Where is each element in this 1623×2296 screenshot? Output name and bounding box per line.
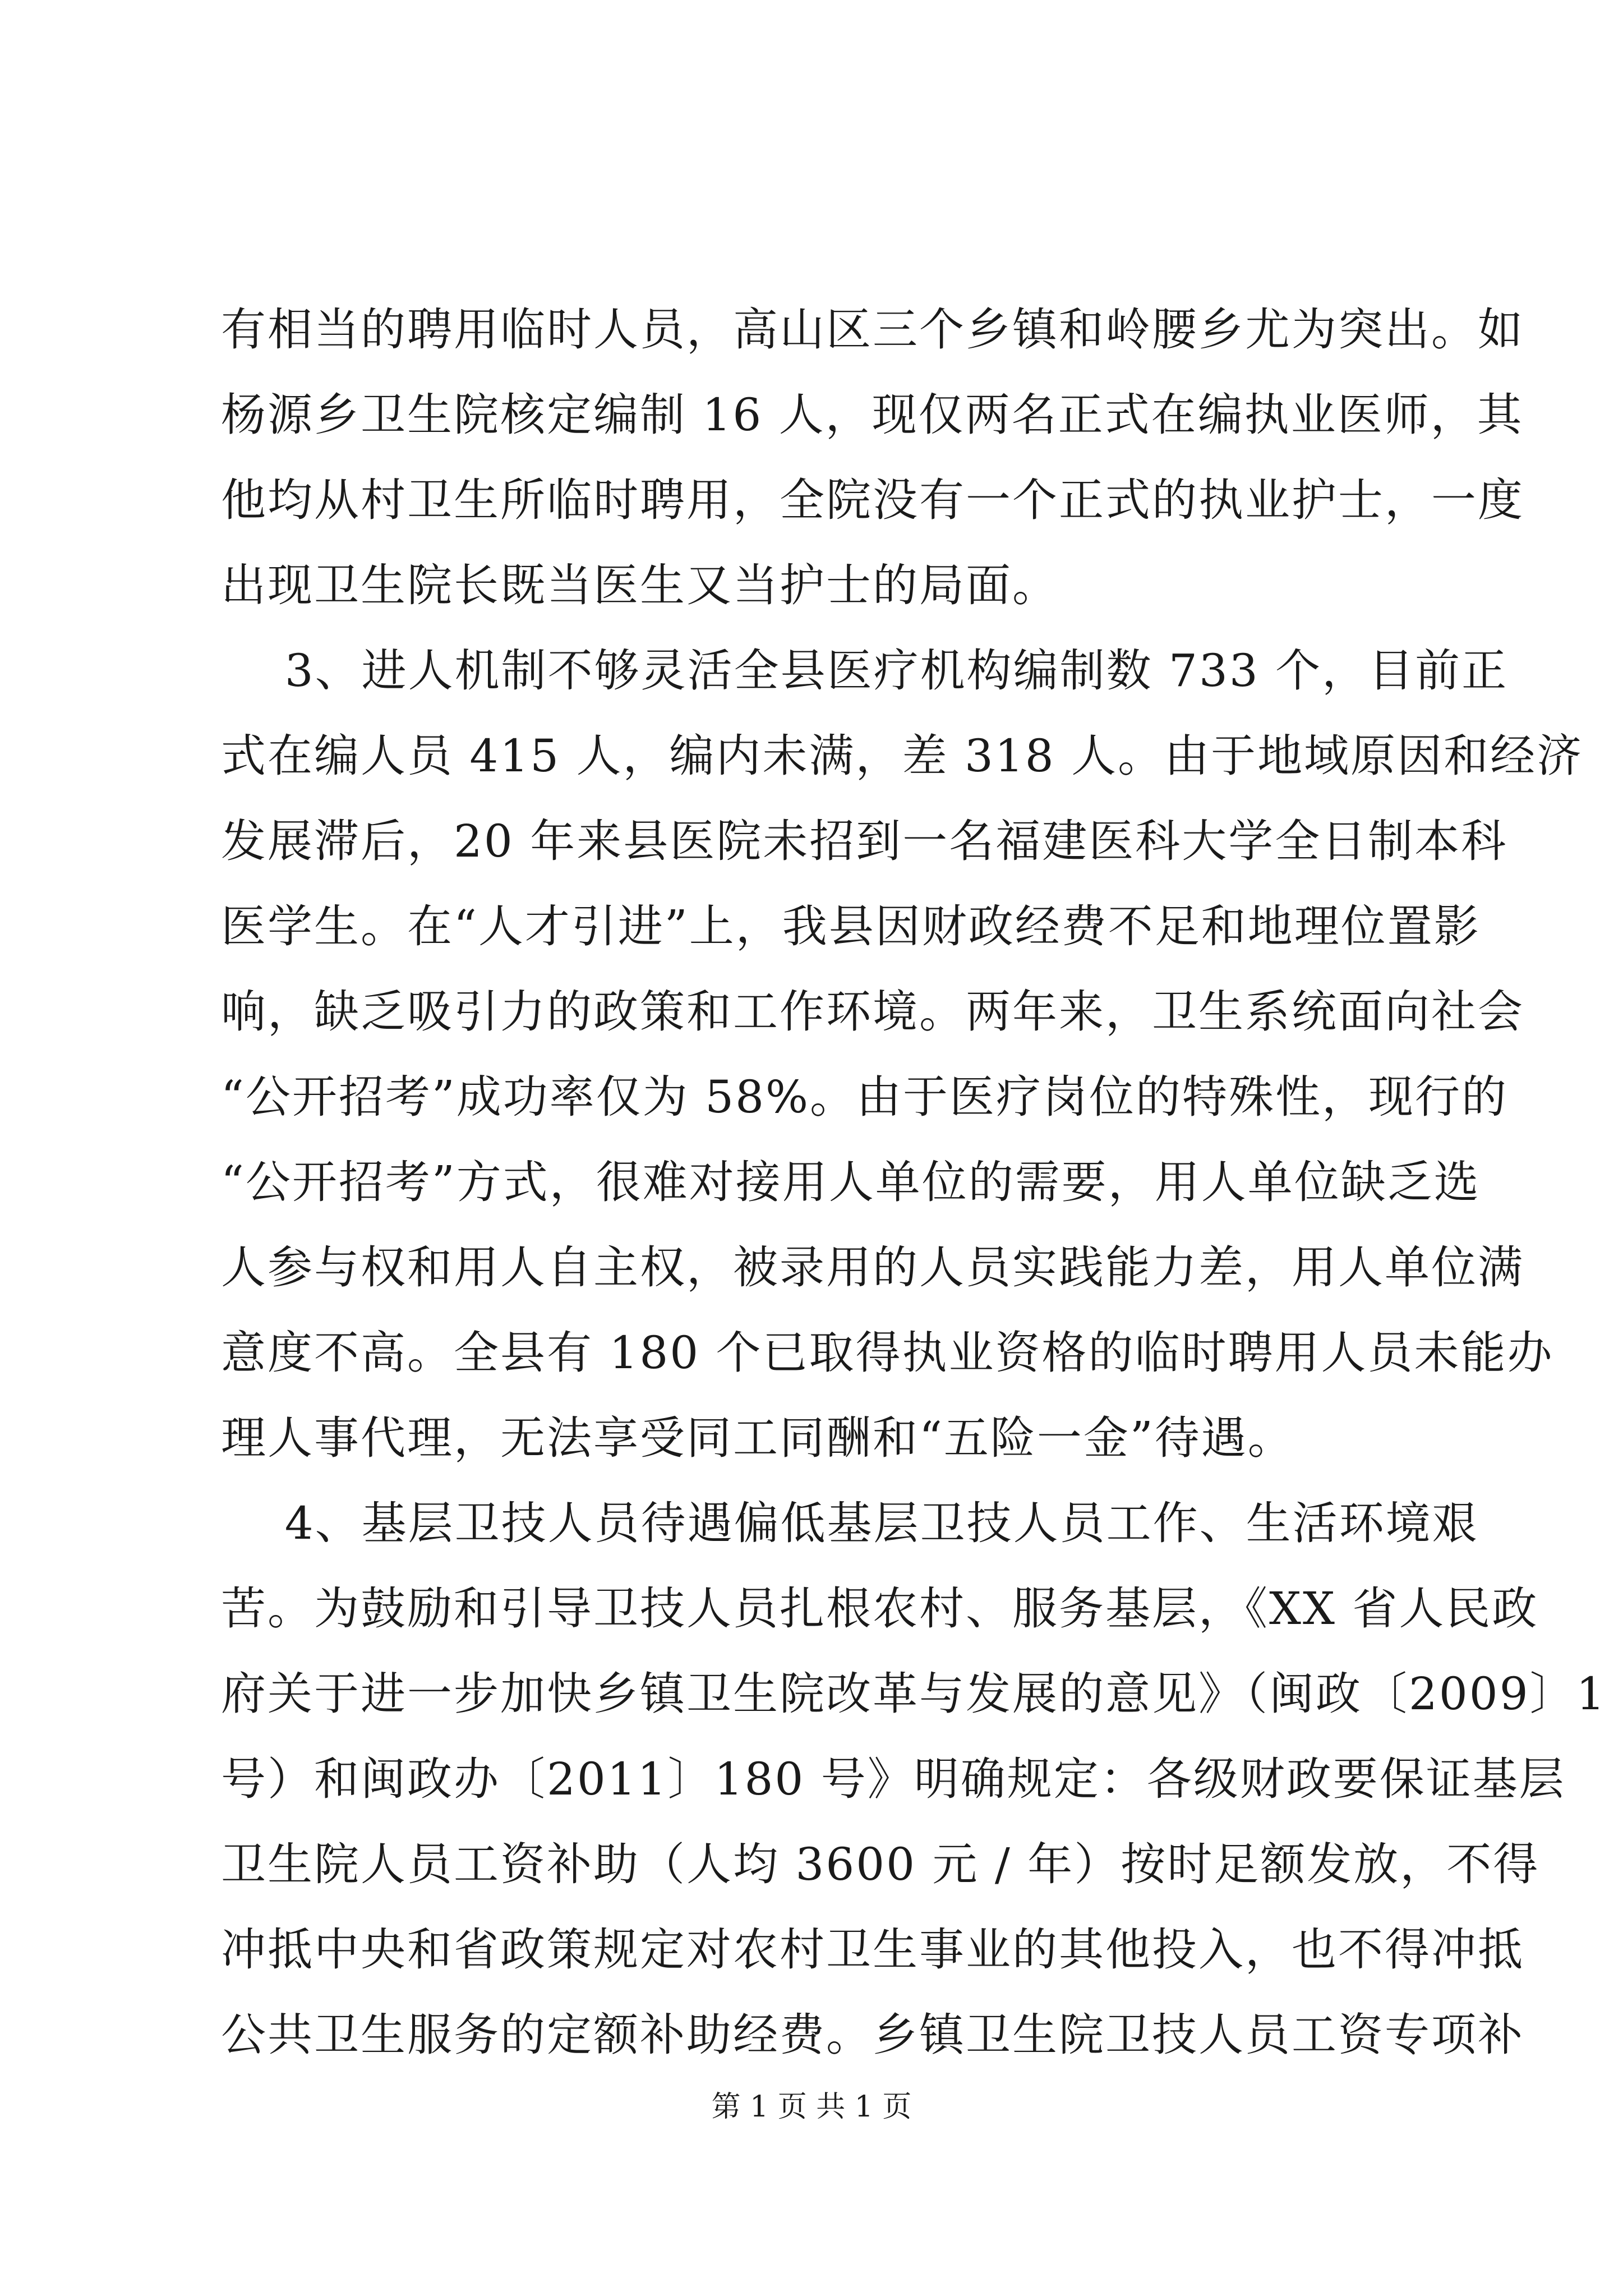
body-text-line: 有相当的聘用临时人员，高山区三个乡镇和岭腰乡尤为突出。如	[221, 303, 1524, 356]
body-text-line: “公开招考”成功率仅为 58%。由于医疗岗位的特殊性，现行的	[221, 1071, 1509, 1123]
body-text-line: 发展滞后，20 年来县医院未招到一名福建医科大学全日制本科	[221, 815, 1508, 867]
body-text-line: 公共卫生服务的定额补助经费。乡镇卫生院卫技人员工资专项补	[221, 2009, 1524, 2061]
body-text-line: 医学生。在“人才引进”上，我县因财政经费不足和地理位置影	[221, 900, 1481, 953]
body-text-line: 府关于进一步加快乡镇卫生院改革与发展的意见》（闽政〔2009〕1	[221, 1668, 1607, 1720]
body-text-line: 人参与权和用人自主权，被录用的人员实践能力差，用人单位满	[221, 1241, 1524, 1294]
body-text-line: 响，缺乏吸引力的政策和工作环境。两年来，卫生系统面向社会	[221, 986, 1524, 1038]
body-text-line: 冲抵中央和省政策规定对农村卫生事业的其他投入，也不得冲抵	[221, 1924, 1524, 1976]
body-text-line: 意度不高。全县有 180 个已取得执业资格的临时聘用人员未能办	[221, 1327, 1554, 1379]
page-footer: 第 1 页 共 1 页	[711, 2090, 912, 2124]
body-text-line: 号）和闽政办〔2011〕180 号》明确规定：各级财政要保证基层	[221, 1753, 1566, 1805]
body-text-line: 他均从村卫生所临时聘用，全院没有一个正式的执业护士，一度	[221, 474, 1524, 526]
body-text-line: 式在编人员 415 人，编内未满，差 318 人。由于地域原因和经济	[221, 730, 1584, 782]
body-text-line: “公开招考”方式，很难对接用人单位的需要，用人单位缺乏选	[221, 1156, 1481, 1208]
body-text-line: 出现卫生院长既当医生又当护士的局面。	[221, 559, 1059, 611]
body-text-line: 理人事代理，无法享受同工同酬和“五险一金”待遇。	[221, 1412, 1294, 1464]
body-text-line: 杨源乡卫生院核定编制 16 人，现仅两名正式在编执业医师，其	[221, 389, 1524, 441]
body-text-line: 4、基层卫技人员待遇偏低基层卫技人员工作、生活环境艰	[221, 1497, 1479, 1549]
body-text-line: 3、进人机制不够灵活全县医疗机构编制数 733 个，目前正	[221, 645, 1509, 697]
body-text-line: 卫生院人员工资补助（人均 3600 元 / 年）按时足额发放，不得	[221, 1838, 1540, 1890]
body-text-line: 苦。为鼓励和引导卫技人员扎根农村、服务基层，《XX 省人民政	[221, 1582, 1539, 1635]
